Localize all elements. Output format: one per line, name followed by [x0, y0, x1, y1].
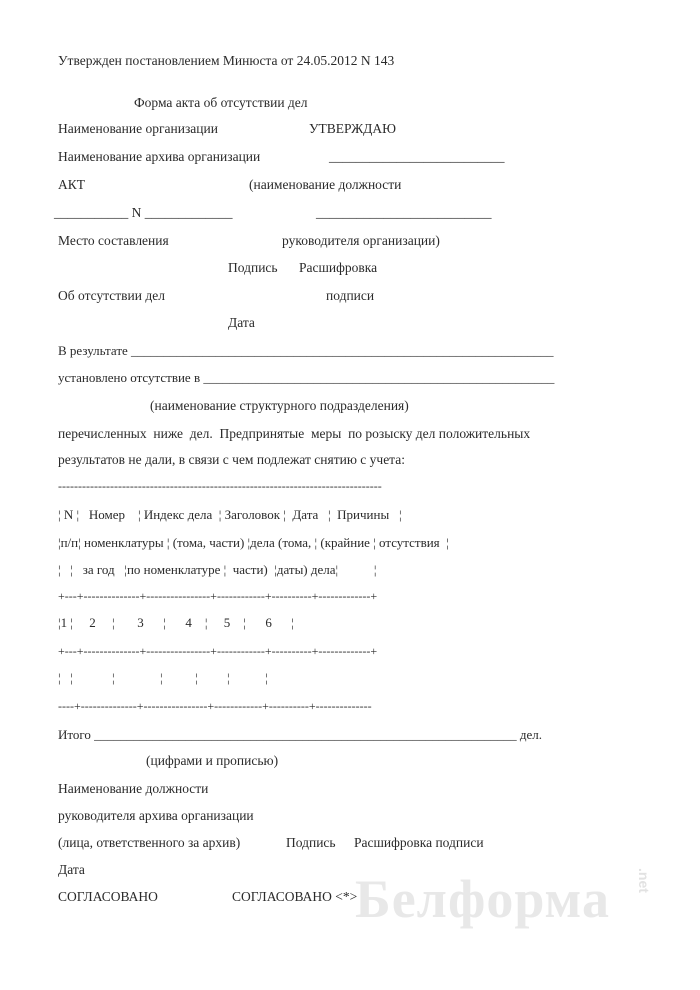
table-top-rule: --------------------------------------------------------------------------------- — [58, 479, 382, 493]
position-hint: (наименование должности — [249, 177, 402, 192]
approve-signature-suffix: подписи — [326, 288, 375, 303]
watermark-domain: .net — [636, 868, 652, 893]
watermark-brand: Белформа — [355, 869, 610, 929]
agreed-right: СОГЛАСОВАНО <*> — [232, 889, 358, 904]
act-number-line: ___________ N _____________ — [54, 205, 233, 220]
table-separator-2: +---+--------------+----------------+------------+----------+-------------+ — [58, 644, 378, 658]
footer-signature: Подпись — [286, 835, 336, 850]
table-header-row-2: ¦п/п¦ номенклатуры ¦ (тома, части) ¦дела (тома, ¦ (крайние ¦ отсутствия ¦ — [58, 535, 449, 550]
table-separator-1: +---+--------------+----------------+------------+----------+-------------+ — [58, 589, 378, 603]
footer-date: Дата — [58, 862, 85, 877]
approve-label: УТВЕРЖДАЮ — [309, 121, 397, 136]
approve-line-2: __________________________ — [316, 205, 492, 220]
archive-position-label: Наименование должности — [58, 781, 209, 796]
established-line: установлено отсутствие в ______________________________________________________ — [58, 370, 555, 385]
table-header-row-3: ¦ ¦ за год ¦по номенклатуре ¦ части) ¦даты) дела¦ ¦ — [58, 562, 377, 577]
approval-note: Утвержден постановлением Минюста от 24.05.2012 N 143 — [58, 53, 395, 68]
approve-date: Дата — [228, 315, 255, 330]
paragraph-line-1: перечисленных ниже дел. Предпринятые меры по розыску дел положительных — [58, 426, 531, 441]
unit-hint: (наименование структурного подразделения) — [150, 398, 409, 413]
agreed-left: СОГЛАСОВАНО — [58, 889, 158, 904]
result-line: В результате _________________________________________________________________ — [58, 343, 554, 358]
place-label: Место составления — [58, 233, 169, 248]
table-empty-row: ¦ ¦ ¦ ¦ ¦ ¦ ¦ — [58, 670, 268, 685]
responsible-label: (лица, ответственного за архив) — [58, 835, 241, 850]
footer-decoding: Расшифровка подписи — [354, 835, 484, 850]
form-title: Форма акта об отсутствии дел — [134, 95, 308, 110]
archive-head-label: руководителя архива организации — [58, 808, 254, 823]
head-hint: руководителя организации) — [282, 233, 440, 248]
paragraph-line-2: результатов не дали, в связи с чем подлежат снятию с учета: — [58, 452, 405, 467]
total-line: Итого _________________________________________________________________ дел. — [58, 727, 543, 742]
table-header-row-1: ¦ N ¦ Номер ¦ Индекс дела ¦ Заголовок ¦ Дата ¦ Причины ¦ — [58, 507, 402, 522]
total-hint: (цифрами и прописью) — [146, 753, 279, 768]
about-label: Об отсутствии дел — [58, 288, 165, 303]
approve-signature: Подпись — [228, 260, 278, 275]
archive-name-label: Наименование архива организации — [58, 149, 261, 164]
table-numbers-row: ¦1 ¦ 2 ¦ 3 ¦ 4 ¦ 5 ¦ 6 ¦ — [58, 615, 294, 630]
table-bottom-rule: ----+--------------+----------------+------------+----------+-------------- — [58, 699, 372, 713]
approve-decoding: Расшифровка — [299, 260, 378, 275]
approve-line-1: __________________________ — [329, 149, 505, 164]
act-label: АКТ — [58, 177, 85, 192]
org-name-label: Наименование организации — [58, 121, 218, 136]
